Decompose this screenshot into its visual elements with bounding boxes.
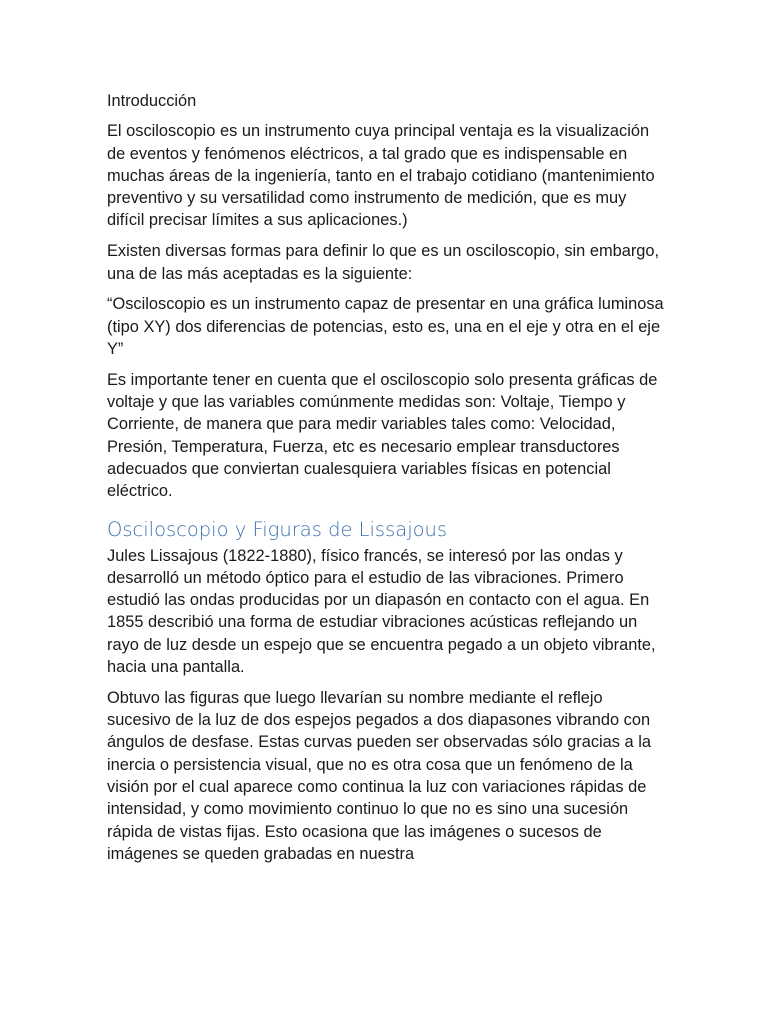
section-paragraph-1: Jules Lissajous (1822-1880), físico francés, se interesó por las ondas y desarrolló un método óptico para el estudio de las vibraciones. Primero estudió las ondas producidas por un diapasón en contacto con el agua. En 1855 describió una forma de estudiar vibraciones acústicas reflejando un rayo de luz desde un espejo que se encuentra pegado a un objeto vibrante, hacia una pantalla.: [107, 546, 656, 677]
section-paragraph-2: Obtuvo las figuras que luego llevarían su nombre mediante el reflejo sucesivo de la luz de dos espejos pegados a dos diapasones vibrando con ángulos de desfase. Estas curvas pueden ser observadas sólo gracias a la inercia o persistencia visual, que no es otra cosa que un fenómeno de la visión por el cual aparece como continua la luz con variaciones rápidas de intensidad, y como movimiento continuo lo que no es sino una sucesión rápida de vistas fijas. Esto ocasiona que las imágenes o sucesos de imágenes se queden grabadas en nuestra: [107, 688, 651, 863]
section-heading: Osciloscopio y Figuras de Lissajous: [107, 517, 448, 541]
document-page: [107, 90, 667, 874]
intro-paragraph-1: El osciloscopio es un instrumento cuya principal ventaja es la visualización de eventos y fenómenos eléctricos, a tal grado que es indispensable en muchas áreas de la ingeniería, tanto en el trabajo cotidiano (mantenimiento preventivo y su versatilidad como instrumento de medición, que es muy difícil precisar límites a sus aplicaciones.): [107, 122, 655, 230]
intro-paragraph-2: Existen diversas formas para definir lo que es un osciloscopio, sin embargo, una de las más aceptadas es la siguiente:: [107, 242, 660, 283]
intro-paragraph-4: Es importante tener en cuenta que el osciloscopio solo presenta gráficas de voltaje y que las variables comúnmente medidas son: Voltaje, Tiempo y Corriente, de manera que para medir variables tales como: Velocidad, Presión, Temperatura, Fuerza, etc es necesario emplear transductores adecuados que conviertan cualesquiera variables físicas en potencial eléctrico.: [107, 370, 658, 501]
definition-quote: “Osciloscopio es un instrumento capaz de presentar en una gráfica luminosa (tipo XY) dos diferencias de potencias, esto es, una en el eje y otra en el eje Y”: [107, 295, 664, 358]
intro-title: Introducción: [107, 92, 197, 110]
